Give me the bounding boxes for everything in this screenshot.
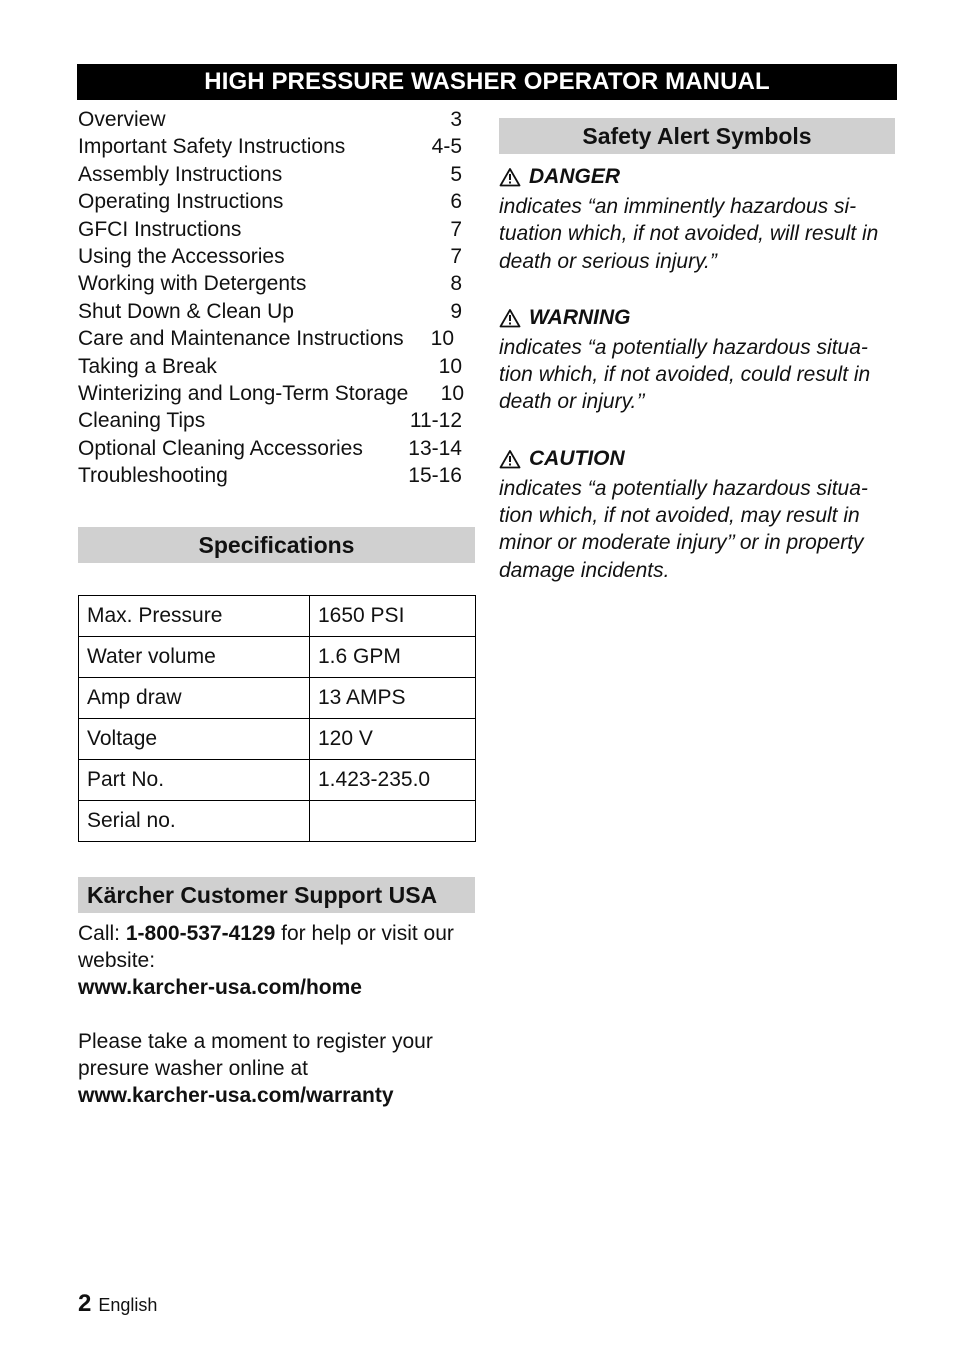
- toc-title: Shut Down & Clean Up: [78, 299, 294, 323]
- warning-label: WARNING: [529, 305, 631, 329]
- toc-page: 10: [430, 327, 454, 351]
- spec-value: 1.6 GPM: [310, 637, 476, 678]
- toc-item: [78, 243, 462, 270]
- support-block: [78, 920, 478, 1109]
- language-label: English: [98, 1295, 158, 1315]
- left-column: [78, 106, 476, 1107]
- manual-title: HIGH PRESSURE WASHER OPERATOR MANUAL: [77, 64, 897, 100]
- toc-title: Cleaning Tips: [78, 409, 206, 433]
- spec-value: 1650 PSI: [310, 596, 476, 637]
- toc-item: [78, 188, 462, 215]
- toc-title: Taking a Break: [78, 354, 217, 378]
- specifications-heading: Specifications: [78, 527, 475, 563]
- toc-title: Winterizing and Long-Term Storage: [78, 381, 409, 405]
- table-of-contents: [78, 106, 476, 489]
- toc-item: [78, 161, 462, 188]
- toc-page: 4-5: [431, 135, 462, 159]
- toc-item: [78, 298, 462, 325]
- danger-description: indicates “an imminently hazardous si-tuation which, if not avoided, will result in death or serious injury.”: [499, 195, 879, 273]
- caution-description: indicates “a potentially hazardous situa-tion which, if not avoided, may result in minor or moderate injury’’ or in property damage incidents.: [499, 476, 868, 582]
- spec-value: 13 AMPS: [310, 678, 476, 719]
- safety-heading: Safety Alert Symbols: [499, 118, 895, 154]
- toc-item: [78, 133, 462, 160]
- toc-title: Working with Detergents: [78, 272, 307, 296]
- spec-label: Max. Pressure: [79, 596, 310, 637]
- spec-label: Serial no.: [79, 801, 310, 842]
- toc-page: 9: [450, 299, 462, 323]
- warning-description: indicates “a potentially hazardous situa-tion which, if not avoided, could result in death or injury.’’: [499, 335, 871, 414]
- right-column: [499, 118, 897, 584]
- caution-label: CAUTION: [529, 446, 625, 470]
- call-suffix: for help or visit our website:: [78, 922, 454, 972]
- toc-page: 10: [438, 354, 462, 378]
- toc-page: 13-14: [408, 436, 462, 460]
- table-row: [79, 719, 476, 760]
- toc-page: 3: [450, 108, 462, 131]
- toc-item: [78, 353, 462, 380]
- table-row: [79, 637, 476, 678]
- page-number: 2: [78, 1290, 92, 1317]
- toc-page: 8: [450, 272, 462, 296]
- toc-page: 7: [450, 217, 462, 241]
- toc-title: Operating Instructions: [78, 190, 284, 214]
- spec-value: [310, 801, 476, 842]
- toc-page: 10: [440, 381, 464, 405]
- spec-label: Part No.: [79, 760, 310, 801]
- spec-label: Voltage: [79, 719, 310, 760]
- toc-item: [78, 216, 462, 243]
- warranty-link[interactable]: www.karcher-usa.com/warranty: [78, 1084, 394, 1107]
- spec-label: Water volume: [79, 637, 310, 678]
- toc-page: 7: [450, 244, 462, 268]
- warning-alert: [499, 304, 897, 416]
- toc-title: Troubleshooting: [78, 464, 228, 488]
- toc-item: [78, 106, 462, 133]
- table-row: [79, 760, 476, 801]
- toc-item: [78, 270, 462, 297]
- danger-label: DANGER: [529, 165, 621, 188]
- toc-title: Care and Maintenance Instructions: [78, 327, 404, 351]
- toc-page: 15-16: [408, 464, 462, 488]
- spec-value: 1.423-235.0: [310, 760, 476, 801]
- warning-triangle-icon: [499, 167, 521, 187]
- warning-triangle-icon: [499, 449, 521, 469]
- spec-value: 120 V: [310, 719, 476, 760]
- caution-alert: [499, 445, 897, 584]
- toc-title: Assembly Instructions: [78, 162, 283, 186]
- support-call-text: [78, 920, 478, 974]
- toc-item: [78, 380, 462, 407]
- toc-item: [78, 407, 462, 434]
- call-prefix: Call:: [78, 922, 126, 945]
- toc-item: [78, 325, 462, 352]
- support-heading: Kärcher Customer Support USA: [78, 877, 475, 913]
- page-footer: [78, 1290, 157, 1318]
- support-phone: 1-800-537-4129: [125, 922, 276, 945]
- toc-page: 6: [450, 190, 462, 214]
- toc-title: Overview: [78, 108, 166, 131]
- table-row: [79, 678, 476, 719]
- table-row: [79, 596, 476, 637]
- toc-title: Important Safety Instructions: [78, 135, 346, 159]
- toc-page: 11-12: [409, 409, 462, 433]
- toc-item: [78, 462, 462, 489]
- table-row: [79, 801, 476, 842]
- specifications-table: [78, 595, 476, 842]
- toc-item: [78, 435, 462, 462]
- toc-page: 5: [450, 162, 462, 186]
- support-website-link[interactable]: www.karcher-usa.com/home: [78, 976, 362, 999]
- danger-alert: [499, 163, 897, 275]
- toc-title: Using the Accessories: [78, 244, 285, 268]
- toc-title: GFCI Instructions: [78, 217, 242, 241]
- toc-title: Optional Cleaning Accessories: [78, 436, 363, 460]
- spec-label: Amp draw: [79, 678, 310, 719]
- register-text: Please take a moment to register your presure washer online at: [78, 1030, 433, 1080]
- warning-triangle-icon: [499, 308, 521, 328]
